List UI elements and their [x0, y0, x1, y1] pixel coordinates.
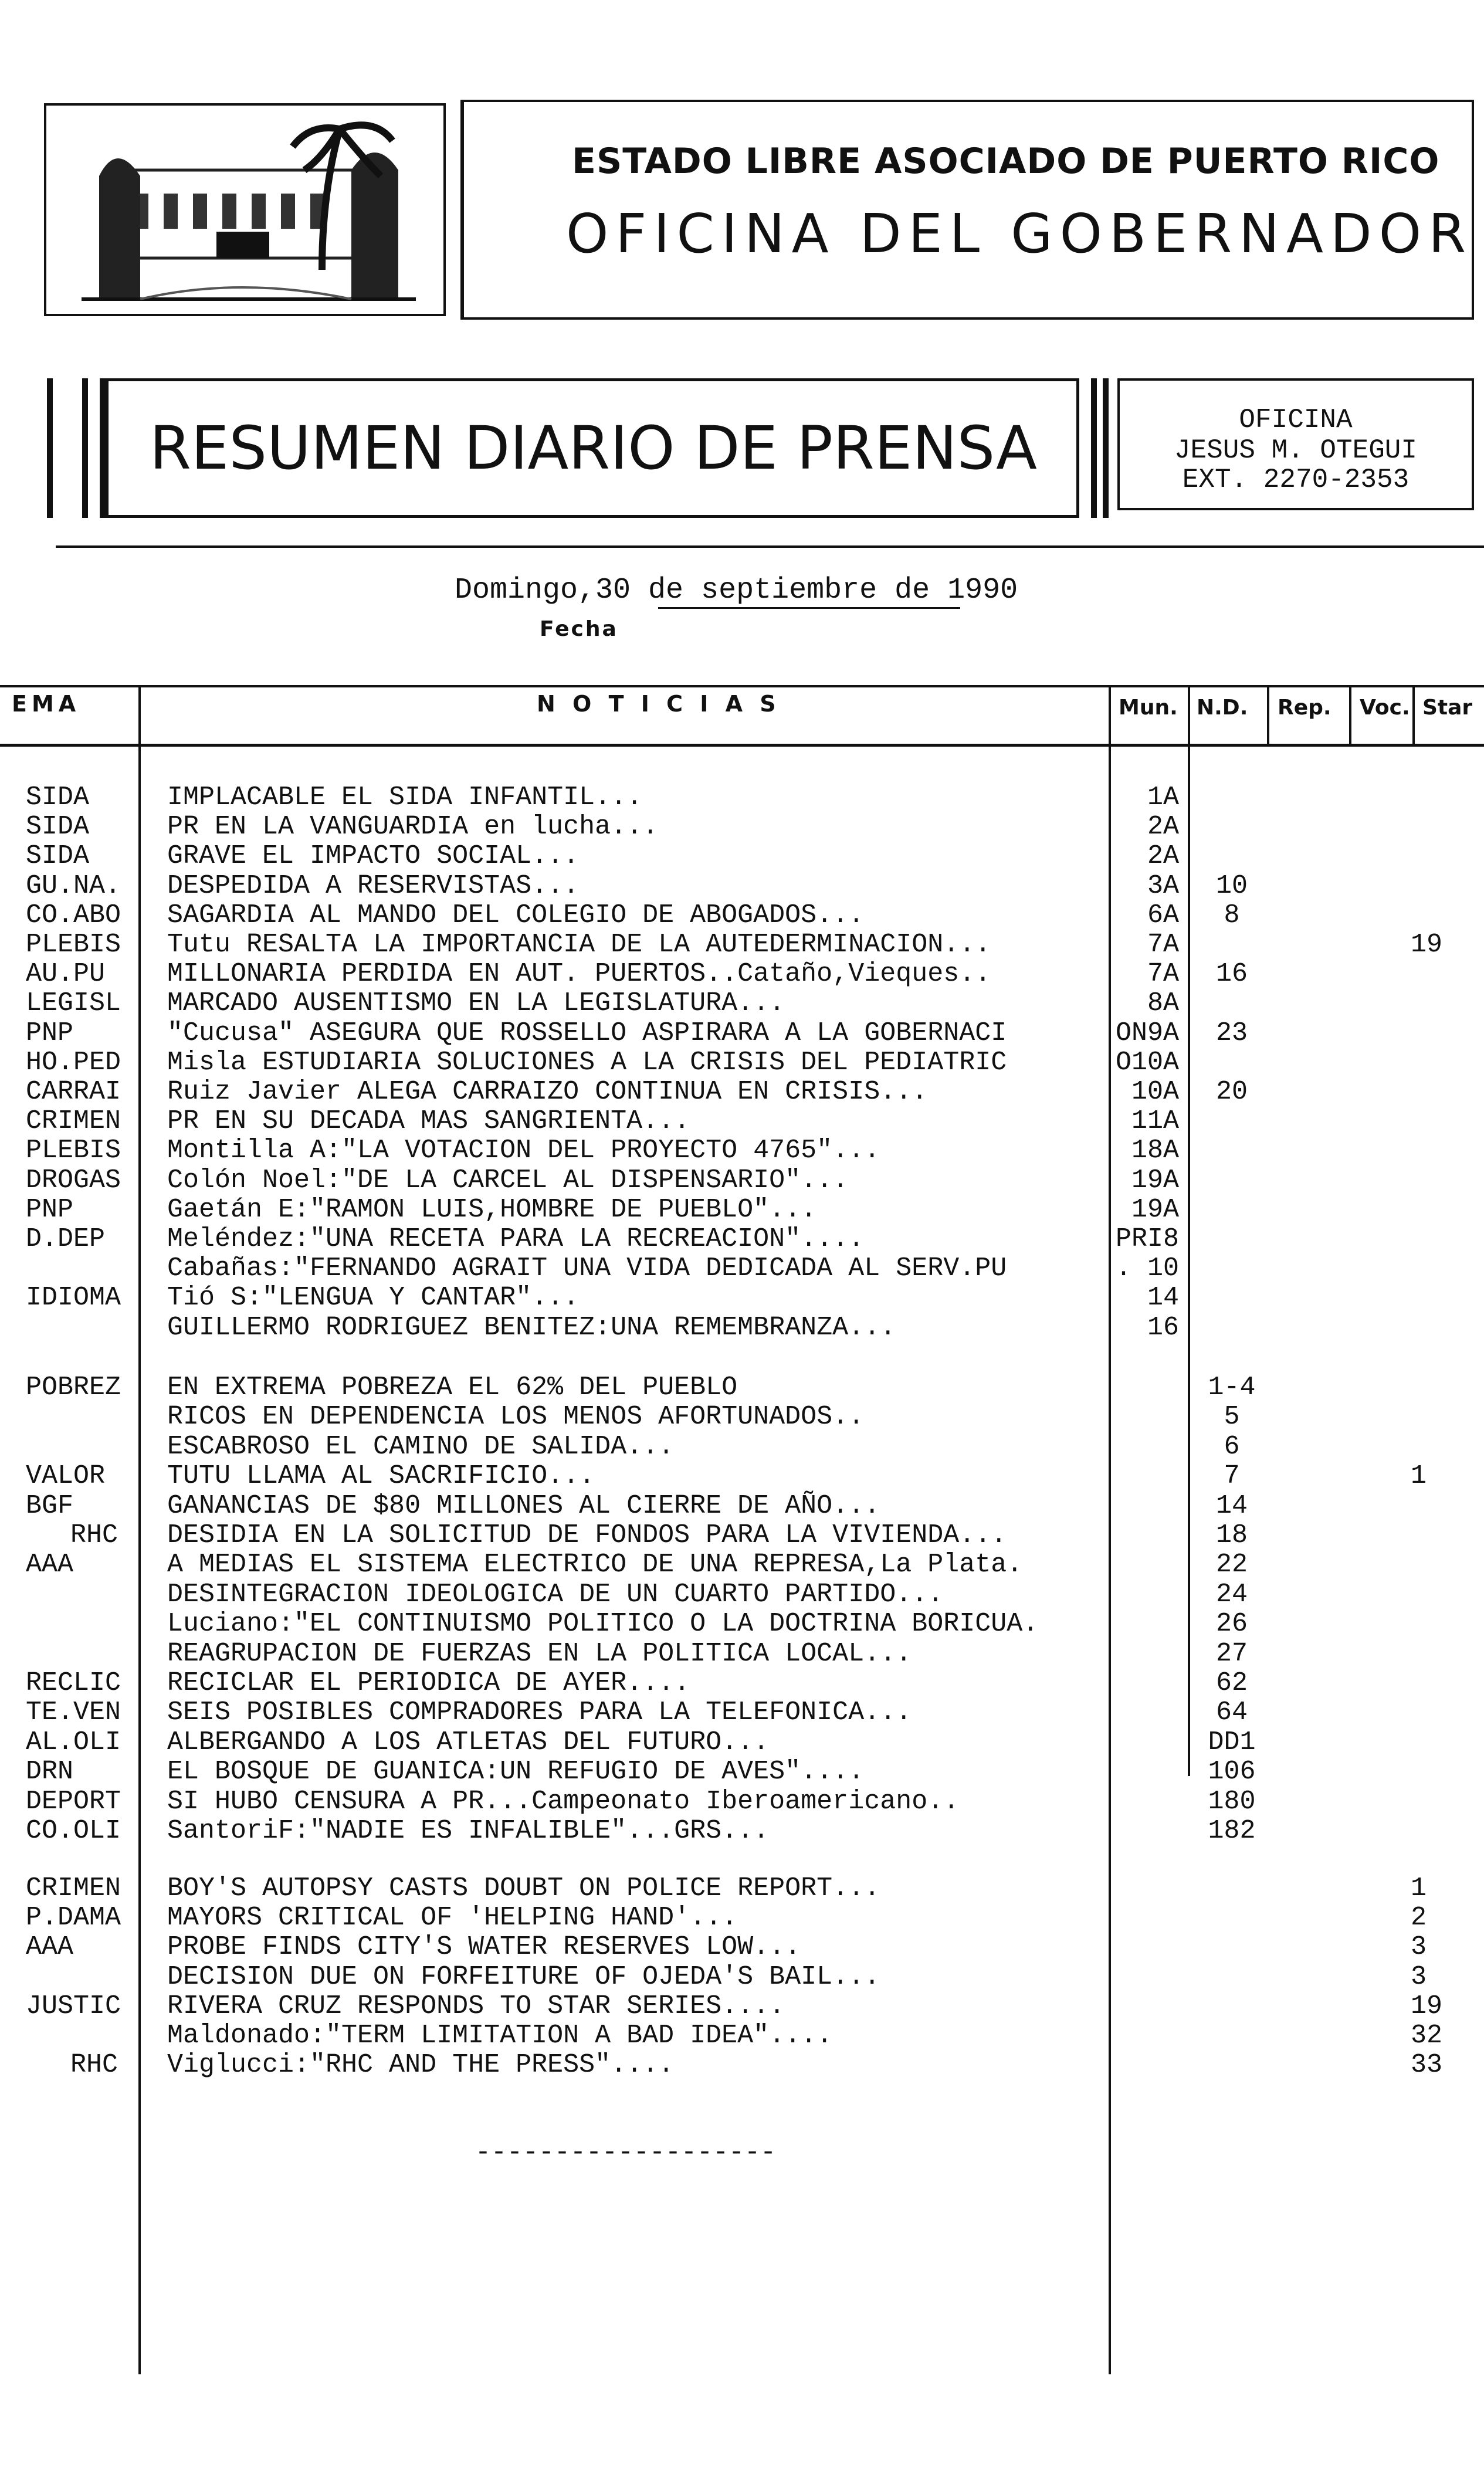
row-nd: 20	[1215, 1077, 1248, 1107]
table-row	[0, 1107, 1484, 1136]
row-tema: CARRAI	[26, 1077, 121, 1107]
table-row	[0, 842, 1484, 870]
office-contact-box	[1117, 378, 1474, 510]
row-nd: 62	[1215, 1668, 1248, 1698]
row-nd: 64	[1215, 1697, 1248, 1728]
col-nd-header: N.D.	[1197, 696, 1248, 720]
row-star: 1	[1411, 1873, 1427, 1903]
row-star: 3	[1411, 1961, 1427, 1992]
row-headline: RECICLAR EL PERIODICA DE AYER....	[167, 1668, 690, 1698]
row-headline: SAGARDIA AL MANDO DEL COLEGIO DE ABOGADOS...	[167, 900, 865, 930]
row-mun: 7A	[1147, 959, 1179, 989]
row-tema: CRIMEN	[26, 1106, 121, 1137]
row-headline: DESINTEGRACION IDEOLOGICA DE UN CUARTO PARTIDO...	[167, 1579, 944, 1609]
row-headline: MARCADO AUSENTISMO EN LA LEGISLATURA...	[167, 988, 785, 1019]
row-mun: 2A	[1147, 812, 1179, 842]
row-nd: 7	[1224, 1461, 1240, 1492]
row-headline: Tió S:"LENGUA Y CANTAR"...	[167, 1283, 580, 1313]
table-row	[0, 1728, 1484, 1757]
row-nd: 10	[1215, 870, 1248, 901]
row-headline: SantoriF:"NADIE ES INFALIBLE"...GRS...	[167, 1816, 770, 1846]
palace-illustration-icon	[46, 106, 443, 314]
table-row	[0, 1817, 1484, 1845]
row-nd: 5	[1224, 1402, 1240, 1432]
row-tema: DROGAS	[26, 1165, 121, 1195]
table-row	[0, 2051, 1484, 2079]
row-mun: 19A	[1131, 1165, 1179, 1195]
table-row	[0, 1492, 1484, 1520]
row-tema: PLEBIS	[26, 930, 121, 960]
row-headline: MAYORS CRITICAL OF 'HELPING HAND'...	[167, 1903, 738, 1933]
office-person: JESUS M. OTEGUI	[1174, 435, 1418, 466]
banner-title: RESUMEN DIARIO DE PRENSA	[150, 414, 1037, 483]
row-tema: RHC	[70, 2050, 118, 2080]
table-row	[0, 1903, 1484, 1932]
row-tema: SIDA	[26, 782, 90, 812]
row-headline: REAGRUPACION DE FUERZAS EN LA POLITICA LOCAL...	[167, 1638, 912, 1669]
col-tema-header: EMA	[12, 691, 81, 717]
table-row	[0, 989, 1484, 1018]
left-bars	[41, 378, 106, 518]
table-row	[0, 1048, 1484, 1077]
date-underline	[658, 607, 960, 609]
row-headline: BOY'S AUTOPSY CASTS DOUBT ON POLICE REPORT...	[167, 1873, 880, 1903]
row-headline: MILLONARIA PERDIDA EN AUT. PUERTOS..Cataño,Vieques..	[167, 959, 991, 989]
row-headline: PROBE FINDS CITY'S WATER RESERVES LOW...	[167, 1932, 801, 1963]
table-row	[0, 960, 1484, 988]
table-row	[0, 1225, 1484, 1253]
table-row	[0, 1283, 1484, 1312]
col-noticias-header: N O T I C I A S	[537, 691, 781, 717]
row-tema: RHC	[70, 1520, 118, 1550]
row-headline: IMPLACABLE EL SIDA INFANTIL...	[167, 782, 643, 812]
row-nd: 8	[1224, 900, 1240, 930]
row-headline: EL BOSQUE DE GUANICA:UN REFUGIO DE AVES"....	[167, 1757, 865, 1787]
row-headline: Ruiz Javier ALEGA CARRAIZO CONTINUA EN CRISIS...	[167, 1077, 928, 1107]
row-headline: Gaetán E:"RAMON LUIS,HOMBRE DE PUEBLO"...	[167, 1194, 817, 1225]
row-headline: ESCABROSO EL CAMINO DE SALIDA...	[167, 1431, 675, 1462]
col-rule-nd	[1267, 685, 1269, 747]
row-headline: Viglucci:"RHC AND THE PRESS"....	[167, 2050, 675, 2080]
table-row	[0, 1992, 1484, 2021]
row-headline: RIVERA CRUZ RESPONDS TO STAR SERIES....	[167, 1991, 785, 2021]
table-row	[0, 1609, 1484, 1638]
table-row	[0, 1254, 1484, 1283]
row-mun: 6A	[1147, 900, 1179, 930]
table-row	[0, 1402, 1484, 1431]
row-headline: GRAVE EL IMPACTO SOCIAL...	[167, 841, 580, 872]
row-nd: 16	[1215, 959, 1248, 989]
row-star: 33	[1411, 2050, 1443, 2080]
row-headline: A MEDIAS EL SISTEMA ELECTRICO DE UNA REPRESA,La Plata.	[167, 1550, 1023, 1580]
header-office-title: OFICINA DEL GOBERNADOR	[566, 202, 1473, 265]
row-mun: 18A	[1131, 1136, 1179, 1166]
row-headline: Maldonado:"TERM LIMITATION A BAD IDEA"....	[167, 2021, 833, 2051]
table-row	[0, 1136, 1484, 1165]
row-tema: P.DAMA	[26, 1903, 121, 1933]
table-row	[0, 1432, 1484, 1461]
row-tema: IDIOMA	[26, 1283, 121, 1313]
row-headline: Montilla A:"LA VOTACION DEL PROYECTO 4765"...	[167, 1136, 880, 1166]
row-tema: DRN	[26, 1757, 74, 1787]
row-nd: 26	[1215, 1609, 1248, 1639]
row-nd: 24	[1215, 1579, 1248, 1609]
row-mun: O10A	[1115, 1047, 1179, 1077]
row-mun: 10A	[1131, 1077, 1179, 1107]
col-rule-rep	[1349, 685, 1351, 747]
row-tema: AU.PU	[26, 959, 106, 989]
row-headline: PR EN SU DECADA MAS SANGRIENTA...	[167, 1106, 690, 1137]
row-headline: DESPEDIDA A RESERVISTAS...	[167, 870, 580, 901]
row-tema: PLEBIS	[26, 1136, 121, 1166]
row-tema: LEGISL	[26, 988, 121, 1019]
row-tema: TE.VEN	[26, 1697, 121, 1728]
row-headline: Luciano:"EL CONTINUISMO POLITICO O LA DOCTRINA BORICUA.	[167, 1609, 1039, 1639]
row-mun: . 10	[1115, 1253, 1179, 1284]
row-mun: 16	[1147, 1312, 1179, 1343]
row-star: 32	[1411, 2021, 1443, 2051]
row-headline: Meléndez:"UNA RECETA PARA LA RECREACION"....	[167, 1224, 865, 1254]
row-headline: GANANCIAS DE $80 MILLONES AL CIERRE DE AÑO...	[167, 1490, 880, 1521]
row-headline: PR EN LA VANGUARDIA en lucha...	[167, 812, 659, 842]
table-row	[0, 812, 1484, 841]
table-row	[0, 2021, 1484, 2050]
row-headline: EN EXTREMA POBREZA EL 62% DEL PUEBLO	[167, 1373, 738, 1402]
table-row	[0, 1963, 1484, 1991]
date-value: Domingo,30 de septiembre de 1990	[455, 574, 1018, 607]
row-tema: GU.NA.	[26, 870, 121, 901]
row-mun: 11A	[1131, 1106, 1179, 1137]
col-voc-header: Voc.	[1360, 696, 1410, 720]
row-headline: Colón Noel:"DE LA CARCEL AL DISPENSARIO"...	[167, 1165, 849, 1195]
col-rep-header: Rep.	[1278, 696, 1331, 720]
row-mun: ON9A	[1115, 1018, 1179, 1048]
table-row	[0, 1521, 1484, 1550]
table-row	[0, 1669, 1484, 1697]
row-tema: PNP	[26, 1018, 74, 1048]
table-row	[0, 1166, 1484, 1195]
row-headline: SI HUBO CENSURA A PR...Campeonato Iberoamericano..	[167, 1786, 960, 1817]
row-headline: SEIS POSIBLES COMPRADORES PARA LA TELEFONICA...	[167, 1697, 912, 1728]
row-star: 2	[1411, 1903, 1427, 1933]
row-mun: PRI8	[1115, 1224, 1179, 1254]
table-header-rule	[0, 744, 1484, 747]
row-nd: 6	[1224, 1431, 1240, 1462]
row-nd: 22	[1215, 1550, 1248, 1580]
row-headline: Tutu RESALTA LA IMPORTANCIA DE LA AUTEDERMINACION...	[167, 930, 991, 960]
row-tema: AAA	[26, 1550, 74, 1580]
footer-rule: -------------------	[475, 2138, 777, 2168]
table-row	[0, 1787, 1484, 1816]
row-mun: 19A	[1131, 1194, 1179, 1225]
office-extension: EXT. 2270-2353	[1182, 465, 1410, 495]
row-mun: 2A	[1147, 841, 1179, 872]
date-label: Fecha	[540, 617, 618, 641]
header-state-title: ESTADO LIBRE ASOCIADO DE PUERTO RICO	[572, 141, 1440, 182]
row-nd: 182	[1208, 1816, 1256, 1846]
row-mun: 3A	[1147, 870, 1179, 901]
row-tema: HO.PED	[26, 1047, 121, 1077]
row-nd: 18	[1215, 1520, 1248, 1550]
table-row	[0, 1933, 1484, 1961]
table-row	[0, 901, 1484, 930]
row-tema: SIDA	[26, 812, 90, 842]
table-row	[0, 1313, 1484, 1342]
row-headline: GUILLERMO RODRIGUEZ BENITEZ:UNA REMEMBRANZA...	[167, 1312, 896, 1343]
seal-logo-box	[44, 103, 446, 316]
row-headline: DECISION DUE ON FORFEITURE OF OJEDA'S BAIL...	[167, 1961, 880, 1992]
row-tema: RECLIC	[26, 1668, 121, 1698]
row-tema: AL.OLI	[26, 1727, 121, 1757]
row-nd: 23	[1215, 1018, 1248, 1048]
col-rule-voc	[1412, 685, 1415, 747]
row-headline: ALBERGANDO A LOS ATLETAS DEL FUTURO...	[167, 1727, 770, 1757]
table-row	[0, 783, 1484, 812]
table-row	[0, 1195, 1484, 1224]
table-row	[0, 1580, 1484, 1609]
row-star: 19	[1411, 1991, 1443, 2021]
table-row	[0, 1462, 1484, 1490]
row-headline: TUTU LLAMA AL SACRIFICIO...	[167, 1461, 595, 1492]
row-star: 19	[1411, 930, 1443, 960]
table-row	[0, 930, 1484, 959]
row-mun: 8A	[1147, 988, 1179, 1019]
row-tema: DEPORT	[26, 1786, 121, 1817]
table-top-rule	[0, 685, 1484, 687]
col-mun-header: Mun.	[1119, 696, 1178, 720]
table-row	[0, 1019, 1484, 1048]
row-mun: 1A	[1147, 782, 1179, 812]
row-tema: AAA	[26, 1932, 74, 1963]
office-label: OFICINA	[1239, 405, 1353, 435]
row-tema: POBREZ	[26, 1373, 121, 1402]
row-tema: CRIMEN	[26, 1873, 121, 1903]
row-tema: CO.ABO	[26, 900, 121, 930]
row-star: 1	[1411, 1461, 1427, 1492]
row-star: 3	[1411, 1932, 1427, 1963]
row-headline: Misla ESTUDIARIA SOLUCIONES A LA CRISIS DEL PEDIATRIC	[167, 1047, 1007, 1077]
table-row	[0, 1077, 1484, 1106]
row-tema: BGF	[26, 1490, 74, 1521]
row-headline: DESIDIA EN LA SOLICITUD DE FONDOS PARA LA VIVIENDA...	[167, 1520, 1007, 1550]
row-nd: 1-4	[1208, 1373, 1256, 1402]
row-tema: VALOR	[26, 1461, 106, 1492]
table-row	[0, 1639, 1484, 1668]
row-nd: 106	[1208, 1757, 1256, 1787]
row-tema: SIDA	[26, 841, 90, 872]
table-row	[0, 1874, 1484, 1903]
table-row	[0, 1373, 1484, 1402]
row-mun: 14	[1147, 1283, 1179, 1313]
table-row	[0, 1757, 1484, 1786]
row-mun: 7A	[1147, 930, 1179, 960]
col-star-header: Star	[1422, 696, 1473, 720]
row-headline: Cabañas:"FERNANDO AGRAIT UNA VIDA DEDICADA AL SERV.PU	[167, 1253, 1007, 1284]
row-nd: 27	[1215, 1638, 1248, 1669]
row-nd: 180	[1208, 1786, 1256, 1817]
row-headline: RICOS EN DEPENDENCIA LOS MENOS AFORTUNADOS..	[167, 1402, 865, 1432]
row-tema: D.DEP	[26, 1224, 106, 1254]
table-row	[0, 1550, 1484, 1579]
row-nd: DD1	[1208, 1727, 1256, 1757]
table-row	[0, 1698, 1484, 1727]
row-tema: CO.OLI	[26, 1816, 121, 1846]
table-row	[0, 872, 1484, 900]
row-tema: PNP	[26, 1194, 74, 1225]
row-headline: "Cucusa" ASEGURA QUE ROSSELLO ASPIRARA A LA GOBERNACI	[167, 1018, 1007, 1048]
row-tema: JUSTIC	[26, 1991, 121, 2021]
header-divider	[56, 545, 1484, 548]
row-nd: 14	[1215, 1490, 1248, 1521]
